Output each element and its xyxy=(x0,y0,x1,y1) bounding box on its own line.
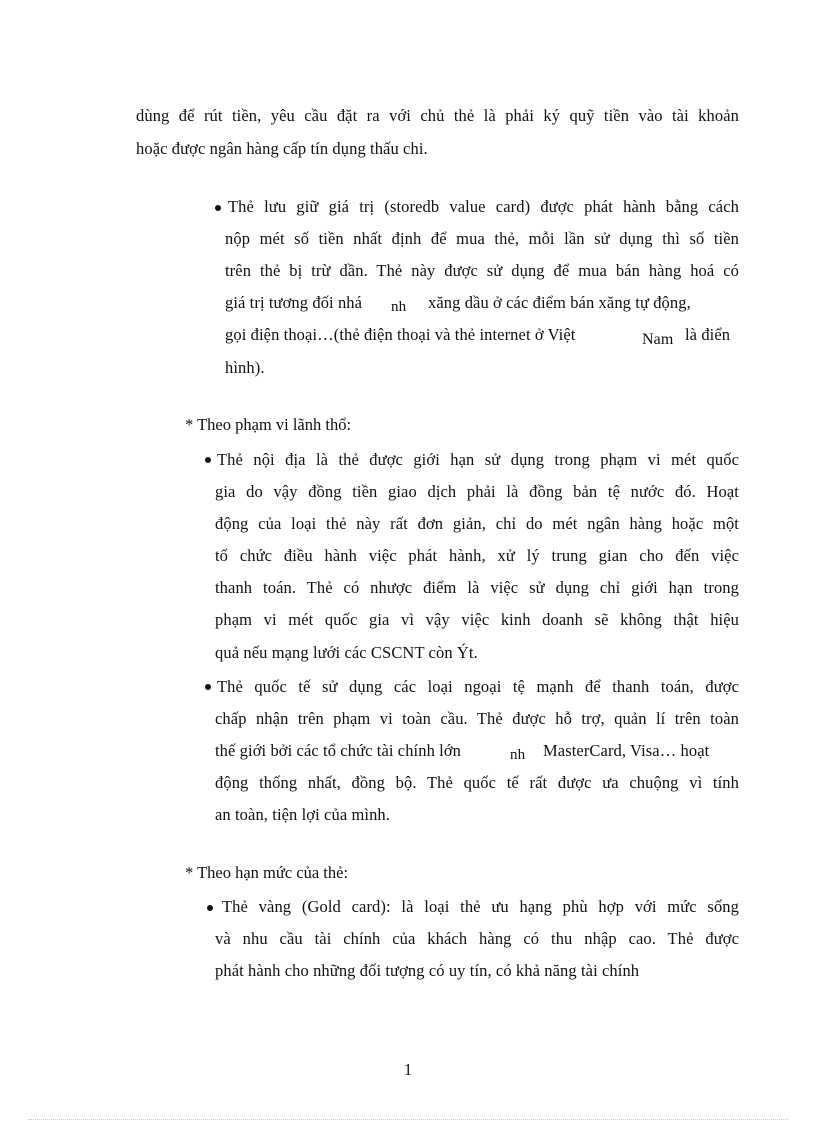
heading-limit: * Theo hạn mức của thẻ: xyxy=(185,863,349,882)
gold-card-line-1: Thẻ vàng (Gold card): là loại thẻ ưu hạng phù hợp với mức sống xyxy=(222,897,739,916)
domestic-line-6: phạm vi mét quốc gia vì vậy việc kinh doanh sẽ không thật hiệu xyxy=(215,610,739,629)
gold-card-line-3: phát hành cho những đối tượng có uy tín, có khả năng tài chính xyxy=(215,961,640,980)
international-line-4: động thống nhất, đồng bộ. Thẻ quốc tế rất được ưa chuộng vì tính xyxy=(215,773,739,792)
stored-card-line-5c: là điển xyxy=(685,325,731,344)
stored-card-line-5b: Nam xyxy=(642,331,674,348)
stored-card-line-6: hình). xyxy=(225,358,265,377)
stored-card-line-5a: gọi điện thoại…(thẻ điện thoại và thẻ internet ở Việt xyxy=(225,325,576,344)
stored-card-line-4c: xăng dầu ở các điểm bán xăng tự động, xyxy=(428,293,691,312)
international-line-3a: thế giới bởi các tổ chức tài chính lớn xyxy=(215,741,462,760)
stored-card-line-4b: nh xyxy=(391,299,407,315)
international-line-1: Thẻ quốc tế sử dụng các loại ngoại tệ mạnh để thanh toán, được xyxy=(217,677,739,696)
stored-card-line-1: Thẻ lưu giữ giá trị (storedb value card) được phát hành bằng cách xyxy=(228,197,739,216)
international-line-3c: MasterCard, Visa… hoạt xyxy=(543,741,710,760)
domestic-line-7: quả nếu mạng lưới các CSCNT còn Ýt. xyxy=(215,643,478,662)
stored-card-line-2: nộp mét số tiền nhất định để mua thẻ, mỗi lần sử dụng thì số tiền xyxy=(225,229,739,248)
domestic-line-4: tổ chức điều hành việc phát hành, xử lý trung gian cho đến việc xyxy=(215,546,739,565)
stored-card-line-4a: giá trị tương đối nhá xyxy=(225,293,363,312)
international-line-2: chấp nhận trên phạm vi toàn cầu. Thẻ được hỗ trợ, quản lí trên toàn xyxy=(215,709,739,728)
page-number: 1 xyxy=(403,1060,413,1079)
international-line-3b: nh xyxy=(510,747,526,763)
international-line-5: an toàn, tiện lợi của mình. xyxy=(215,805,391,824)
bullet-icon xyxy=(205,457,211,463)
domestic-line-3: động của loại thẻ này rất đơn giản, chỉ do mét ngân hàng hoặc một xyxy=(215,514,739,533)
gold-card-line-2: và nhu cầu tài chính của khách hàng có thu nhập cao. Thẻ được xyxy=(215,929,739,948)
domestic-line-2: gia do vậy đồng tiền giao dịch phải là đồng bản tệ nước đó. Hoạt xyxy=(215,482,739,501)
bullet-icon xyxy=(215,205,221,211)
bullet-icon xyxy=(207,905,213,911)
footer-divider xyxy=(28,1119,788,1120)
heading-territory: * Theo phạm vi lãnh thổ: xyxy=(185,415,352,434)
stored-card-line-3: trên thẻ bị trừ dần. Thẻ này được sử dụng để mua bán hàng hoá có xyxy=(225,261,739,280)
intro-line-1: dùng để rút tiền, yêu cầu đặt ra với chủ thẻ là phải ký quỹ tiền vào tài khoản xyxy=(136,106,739,125)
bullet-icon xyxy=(205,684,211,690)
domestic-line-1: Thẻ nội địa là thẻ được giới hạn sử dụng trong phạm vi mét quốc xyxy=(217,450,739,469)
intro-line-2: hoặc được ngân hàng cấp tín dụng thấu chi. xyxy=(136,139,428,158)
domestic-line-5: thanh toán. Thẻ có nhược điểm là việc sử dụng chỉ giới hạn trong xyxy=(215,578,739,597)
